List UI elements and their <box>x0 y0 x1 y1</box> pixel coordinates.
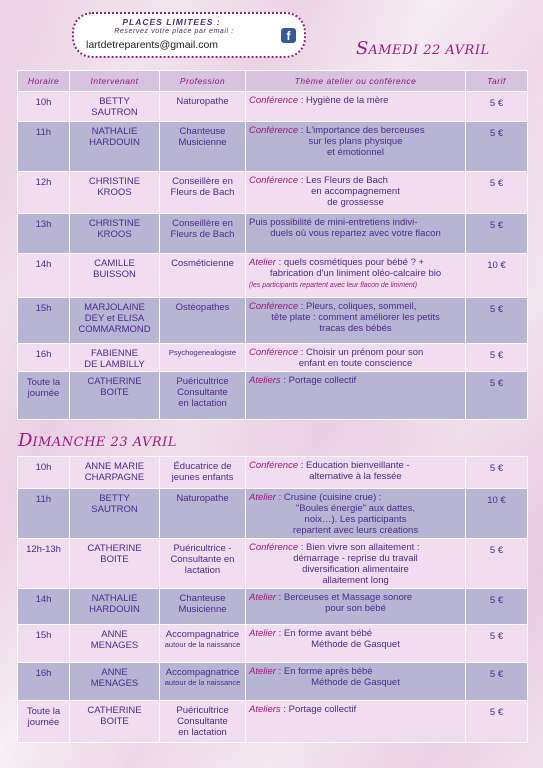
profession-cell <box>160 539 246 589</box>
profession-line: Accompagnatrice <box>165 628 240 640</box>
price-text: 5 € <box>489 668 504 680</box>
profession-cell <box>160 122 246 172</box>
theme-label: Atelier <box>249 591 276 603</box>
theme-text: tracas des bébés <box>319 322 392 334</box>
speaker-name-line: BETTY <box>99 96 130 107</box>
price-cell <box>466 624 528 662</box>
time-cell <box>18 457 70 489</box>
speaker-cell <box>70 92 160 122</box>
theme-cell <box>246 172 466 214</box>
profession-line: Conseillère en <box>172 218 233 229</box>
speaker-name-line: BOITE <box>100 387 129 398</box>
profession-line: Chanteuse <box>179 592 226 604</box>
theme-line <box>249 678 462 689</box>
speaker-name-line: KROOS <box>97 229 132 240</box>
theme-text: Portage collectif <box>288 375 357 386</box>
table-row <box>18 662 528 700</box>
day-title-sunday <box>18 430 177 451</box>
speaker-name-line: MARJOLAINE <box>84 302 145 313</box>
theme-text: En forme avant bébé <box>283 627 373 639</box>
profession-cell <box>160 172 246 214</box>
theme-line <box>249 96 462 107</box>
price-text: 5 € <box>489 178 504 189</box>
profession-line: lactation <box>184 565 221 576</box>
col-header-profession: Profession <box>160 71 246 92</box>
day-title-rest: IMANCHE 23 AVRIL <box>32 435 177 450</box>
theme-text: Méthode de Gasquet <box>311 638 400 650</box>
theme-note: (les participants repartent avec leur flacon de liniment) <box>249 281 418 289</box>
table-row <box>18 172 528 214</box>
table-row <box>18 344 528 372</box>
theme-text: En forme après bébé <box>283 665 373 677</box>
time-text: Toute la journée <box>26 705 61 728</box>
speaker-cell <box>70 662 160 700</box>
speaker-name-line: COMMARMOND <box>78 324 151 335</box>
reserve-text: Reservez votre place par email : <box>114 28 234 35</box>
profession-line: Fleurs de Bach <box>170 187 235 198</box>
theme-label: Atelier <box>249 627 276 639</box>
price-cell <box>466 372 528 420</box>
theme-label: Atelier <box>249 492 276 503</box>
time-cell <box>18 172 70 214</box>
speaker-name-line: CATHERINE <box>87 704 142 716</box>
profession-line: Musicienne <box>178 137 227 148</box>
theme-text: alternative à la fessée <box>309 470 402 482</box>
theme-cell <box>246 457 466 489</box>
theme-text: Méthode de Gasquet <box>311 676 400 688</box>
theme-line <box>249 269 462 280</box>
table-header-row <box>18 71 528 92</box>
places-limited-text: PLACES LIMITEES : <box>122 17 221 27</box>
time-cell <box>18 624 70 662</box>
speaker-cell <box>70 457 160 489</box>
speaker-name-line: NATHALIE <box>91 126 138 137</box>
time-cell <box>18 92 70 122</box>
theme-text: Portage collectif <box>288 703 357 715</box>
time-cell <box>18 489 70 539</box>
profession-cell <box>160 254 246 298</box>
speaker-name-line: CHRISTINE <box>88 176 141 187</box>
speaker-name-line: BUISSON <box>93 269 136 280</box>
price-text: 5 € <box>489 128 504 139</box>
theme-separator: : <box>298 95 307 106</box>
theme-cell <box>246 662 466 700</box>
theme-line <box>249 526 462 537</box>
table-row <box>18 372 528 420</box>
theme-text: pour son bébé <box>325 602 386 614</box>
theme-separator: : <box>298 460 307 471</box>
speaker-cell <box>70 214 160 254</box>
theme-label: Conférence <box>249 460 299 471</box>
profession-line: Psychogenealogiste <box>168 348 237 357</box>
theme-separator: : <box>275 627 284 639</box>
theme-label: Atelier <box>249 665 276 677</box>
profession-cell <box>160 457 246 489</box>
price-cell <box>466 588 528 624</box>
theme-text: noix…). Les participants <box>304 513 407 525</box>
profession-cell <box>160 344 246 372</box>
table-row <box>18 624 528 662</box>
speaker-name-line: CHRISTINE <box>88 218 141 229</box>
facebook-icon[interactable]: f <box>281 28 296 43</box>
theme-note-line <box>249 280 462 291</box>
speaker-name-line: CAMILLE <box>94 258 135 269</box>
theme-label: Ateliers <box>249 375 281 386</box>
speaker-name-line: BOITE <box>100 554 129 565</box>
speaker-name-line: DE LAMBILLY <box>84 359 145 370</box>
theme-text: Choisir un prénom pour son <box>306 347 424 358</box>
theme-text: sur les plans physique <box>308 135 403 147</box>
theme-text: quels cosmétiques pour bébé ? + <box>283 257 425 268</box>
profession-cell <box>160 214 246 254</box>
time-cell <box>18 298 70 344</box>
price-cell <box>466 214 528 254</box>
theme-text: fabrication d'un liniment oléo-calcaire bio <box>269 267 442 279</box>
table-row <box>18 588 528 624</box>
theme-text: "Boules énergie" aux dattes, <box>295 502 416 514</box>
theme-line <box>249 604 462 615</box>
speaker-cell <box>70 344 160 372</box>
theme-separator: : <box>298 301 307 312</box>
speaker-name-line: SAUTRON <box>91 504 138 515</box>
theme-line <box>249 229 462 240</box>
profession-cell <box>160 624 246 662</box>
speaker-cell <box>70 489 160 539</box>
theme-separator: : <box>280 703 289 715</box>
time-text: 11h <box>35 494 52 505</box>
theme-cell <box>246 624 466 662</box>
table-row <box>18 489 528 539</box>
speaker-cell <box>70 372 160 420</box>
time-cell <box>18 344 70 372</box>
theme-separator: : <box>275 591 284 603</box>
profession-line: Fleurs de Bach <box>170 229 235 240</box>
day-title-saturday <box>356 38 490 59</box>
profession-line: Puéricultrice <box>176 704 229 716</box>
theme-separator: : <box>298 542 307 553</box>
time-text: 15h <box>35 303 52 314</box>
table-row <box>18 539 528 589</box>
theme-line <box>249 376 462 387</box>
day-title-rest: AMEDI 22 AVRIL <box>368 43 490 58</box>
email-link[interactable]: lartdetreparents@gmail.com <box>86 39 219 51</box>
profession-cell <box>160 372 246 420</box>
theme-line <box>249 576 462 587</box>
price-text: 5 € <box>489 630 504 642</box>
speaker-cell <box>70 172 160 214</box>
theme-cell <box>246 489 466 539</box>
profession-line: Naturopathe <box>176 96 229 107</box>
theme-text: Puis possibilité de mini-entretiens indivi- <box>249 217 418 228</box>
schedule-table-saturday <box>17 70 528 420</box>
day-title-initial: D <box>18 430 33 451</box>
time-text: 11h <box>35 127 52 138</box>
table-row <box>18 122 528 172</box>
time-cell <box>18 372 70 420</box>
theme-label: Conférence <box>249 347 299 358</box>
time-cell <box>18 254 70 298</box>
theme-separator: : <box>280 375 289 386</box>
theme-text: démarrage - reprise du travail <box>293 552 418 564</box>
speaker-cell <box>70 298 160 344</box>
time-text: 16h <box>35 667 52 679</box>
price-cell <box>466 254 528 298</box>
speaker-cell <box>70 254 160 298</box>
theme-line <box>249 198 462 209</box>
price-cell <box>466 172 528 214</box>
profession-cell <box>160 92 246 122</box>
theme-label: Conférence <box>249 542 299 553</box>
speaker-name-line: ANNE <box>101 628 128 640</box>
theme-text: Bien vivre son allaitement : <box>306 542 420 553</box>
theme-line <box>249 705 462 716</box>
price-text: 5 € <box>489 220 504 231</box>
time-text: 14h <box>35 259 52 270</box>
speaker-cell <box>70 624 160 662</box>
day-title-initial: S <box>356 38 369 59</box>
theme-text: en accompagnement <box>311 185 400 197</box>
theme-text: diversification alimentaire <box>302 563 409 575</box>
profession-line: Chanteuse <box>179 126 226 137</box>
price-cell <box>466 92 528 122</box>
time-text: 10h <box>35 97 52 108</box>
col-header-theme: Thème atelier ou conférence <box>246 71 466 92</box>
theme-cell <box>246 344 466 372</box>
theme-cell <box>246 700 466 742</box>
theme-cell <box>246 254 466 298</box>
table-row <box>18 298 528 344</box>
theme-label: Conférence <box>249 175 299 186</box>
speaker-cell <box>70 588 160 624</box>
theme-text: Les Fleurs de Bach <box>306 175 388 186</box>
speaker-cell <box>70 700 160 742</box>
time-text: 12h-13h <box>26 544 61 555</box>
theme-line <box>249 148 462 159</box>
theme-separator: : <box>275 257 284 268</box>
theme-text: enfant en toute conscience <box>298 357 413 369</box>
price-cell <box>466 298 528 344</box>
table-row <box>18 254 528 298</box>
col-header-intervenant: Intervenant <box>70 71 160 92</box>
time-text: 12h <box>35 177 52 188</box>
price-text: 5 € <box>489 378 504 389</box>
profession-line: Musicienne <box>178 603 227 615</box>
time-text: Toute la journée <box>26 377 61 399</box>
theme-text: Education bienveillante - <box>306 460 410 471</box>
speaker-name-line: FABIENNE <box>91 348 138 359</box>
places-info-box <box>72 12 306 58</box>
theme-text: repartent avec leurs créations <box>292 524 419 536</box>
speaker-name-line: KROOS <box>97 187 132 198</box>
col-header-horaire: Horaire <box>18 71 70 92</box>
profession-line: autour de la naissance <box>164 677 241 687</box>
profession-line: Cosméticienne <box>171 258 234 269</box>
profession-line: Consultante <box>177 715 228 727</box>
profession-cell <box>160 298 246 344</box>
theme-label: Ateliers <box>249 703 281 715</box>
profession-line: Naturopathe <box>176 493 229 504</box>
theme-cell <box>246 92 466 122</box>
profession-line: Accompagnatrice <box>165 666 240 678</box>
speaker-name-line: CHARPAGNE <box>84 472 145 483</box>
time-cell <box>18 122 70 172</box>
speaker-name-line: DEY et ELISA <box>84 313 145 324</box>
theme-cell <box>246 214 466 254</box>
theme-text: Pleurs, coliques, sommeil, <box>306 301 417 312</box>
theme-text: Hygiène de la mère <box>306 95 389 106</box>
price-cell <box>466 662 528 700</box>
theme-separator: : <box>275 492 284 503</box>
theme-label: Conférence <box>249 125 299 136</box>
price-cell <box>466 700 528 742</box>
table-row <box>18 214 528 254</box>
speaker-name-line: ANNE <box>101 666 128 678</box>
profession-cell <box>160 588 246 624</box>
theme-text: duels où vous repartez avec votre flacon <box>270 227 441 239</box>
theme-line <box>249 640 462 651</box>
speaker-name-line: BETTY <box>99 493 130 504</box>
speaker-name-line: BOITE <box>100 715 129 727</box>
theme-line <box>249 472 462 483</box>
theme-label: Atelier <box>249 257 276 268</box>
theme-cell <box>246 539 466 589</box>
profession-cell <box>160 700 246 742</box>
profession-line: Conseillère en <box>172 176 233 187</box>
speaker-name-line: CATHERINE <box>87 376 142 387</box>
profession-line: Éducatrice de <box>173 461 232 472</box>
time-cell <box>18 662 70 700</box>
theme-label: Conférence <box>249 95 299 106</box>
theme-line <box>249 359 462 370</box>
time-text: 13h <box>35 219 52 230</box>
speaker-name-line: ANNE MARIE <box>84 461 145 472</box>
price-text: 10 € <box>487 495 506 506</box>
price-cell <box>466 457 528 489</box>
theme-separator: : <box>275 665 284 677</box>
theme-text: allaitement long <box>322 574 389 586</box>
speaker-name-line: NATHALIE <box>91 592 138 604</box>
price-text: 5 € <box>489 594 504 606</box>
price-text: 5 € <box>489 98 504 109</box>
table-row <box>18 92 528 122</box>
time-cell <box>18 539 70 589</box>
profession-cell <box>160 662 246 700</box>
profession-line: Puéricultrice <box>176 376 229 387</box>
theme-text: L'importance des berceuses <box>306 125 425 136</box>
time-text: 10h <box>35 462 52 473</box>
speaker-name-line: CATHERINE <box>87 543 142 554</box>
speaker-cell <box>70 122 160 172</box>
profession-line: en lactation <box>178 726 227 738</box>
price-cell <box>466 344 528 372</box>
speaker-name-line: HARDOUIN <box>89 603 140 615</box>
price-text: 5 € <box>489 706 504 718</box>
time-cell <box>18 214 70 254</box>
price-cell <box>466 122 528 172</box>
theme-line <box>249 324 462 335</box>
speaker-name-line: MENAGES <box>90 677 139 689</box>
theme-separator: : <box>298 347 307 358</box>
price-text: 5 € <box>489 463 504 474</box>
profession-line: autour de la naissance <box>164 639 241 649</box>
time-text: 15h <box>35 629 52 641</box>
price-cell <box>466 489 528 539</box>
theme-cell <box>246 298 466 344</box>
profession-line: jeunes enfants <box>171 472 234 483</box>
profession-line: Ostéopathes <box>175 302 230 313</box>
profession-line: Consultante en <box>170 554 235 565</box>
col-header-tarif: Tarif <box>466 71 528 92</box>
price-text: 5 € <box>489 545 504 556</box>
theme-cell <box>246 588 466 624</box>
theme-text: de grossesse <box>327 196 384 208</box>
theme-separator: : <box>298 175 307 186</box>
price-text: 5 € <box>489 350 504 361</box>
speaker-name-line: MENAGES <box>90 639 139 651</box>
theme-label: Conférence <box>249 301 299 312</box>
schedule-table-sunday <box>17 456 528 743</box>
profession-cell <box>160 489 246 539</box>
time-cell <box>18 588 70 624</box>
speaker-name-line: HARDOUIN <box>89 137 140 148</box>
time-text: 14h <box>35 593 52 605</box>
theme-text: tête plate : comment améliorer les petits <box>271 311 440 323</box>
theme-separator: : <box>298 125 307 136</box>
theme-text: et émotionnel <box>326 146 385 158</box>
price-text: 5 € <box>489 304 504 315</box>
theme-cell <box>246 372 466 420</box>
table-row <box>18 700 528 742</box>
profession-line: Consultante <box>177 387 228 398</box>
time-text: 16h <box>35 349 52 360</box>
profession-line: Puéricultrice - <box>173 543 232 554</box>
table-row <box>18 457 528 489</box>
theme-text: Crusine (cuisine crue) : <box>283 492 382 503</box>
speaker-cell <box>70 539 160 589</box>
profession-line: en lactation <box>178 398 227 409</box>
speaker-name-line: SAUTRON <box>91 107 138 118</box>
price-cell <box>466 539 528 589</box>
theme-cell <box>246 122 466 172</box>
theme-text: Berceuses et Massage sonore <box>283 591 413 603</box>
time-cell <box>18 700 70 742</box>
price-text: 10 € <box>487 260 506 271</box>
